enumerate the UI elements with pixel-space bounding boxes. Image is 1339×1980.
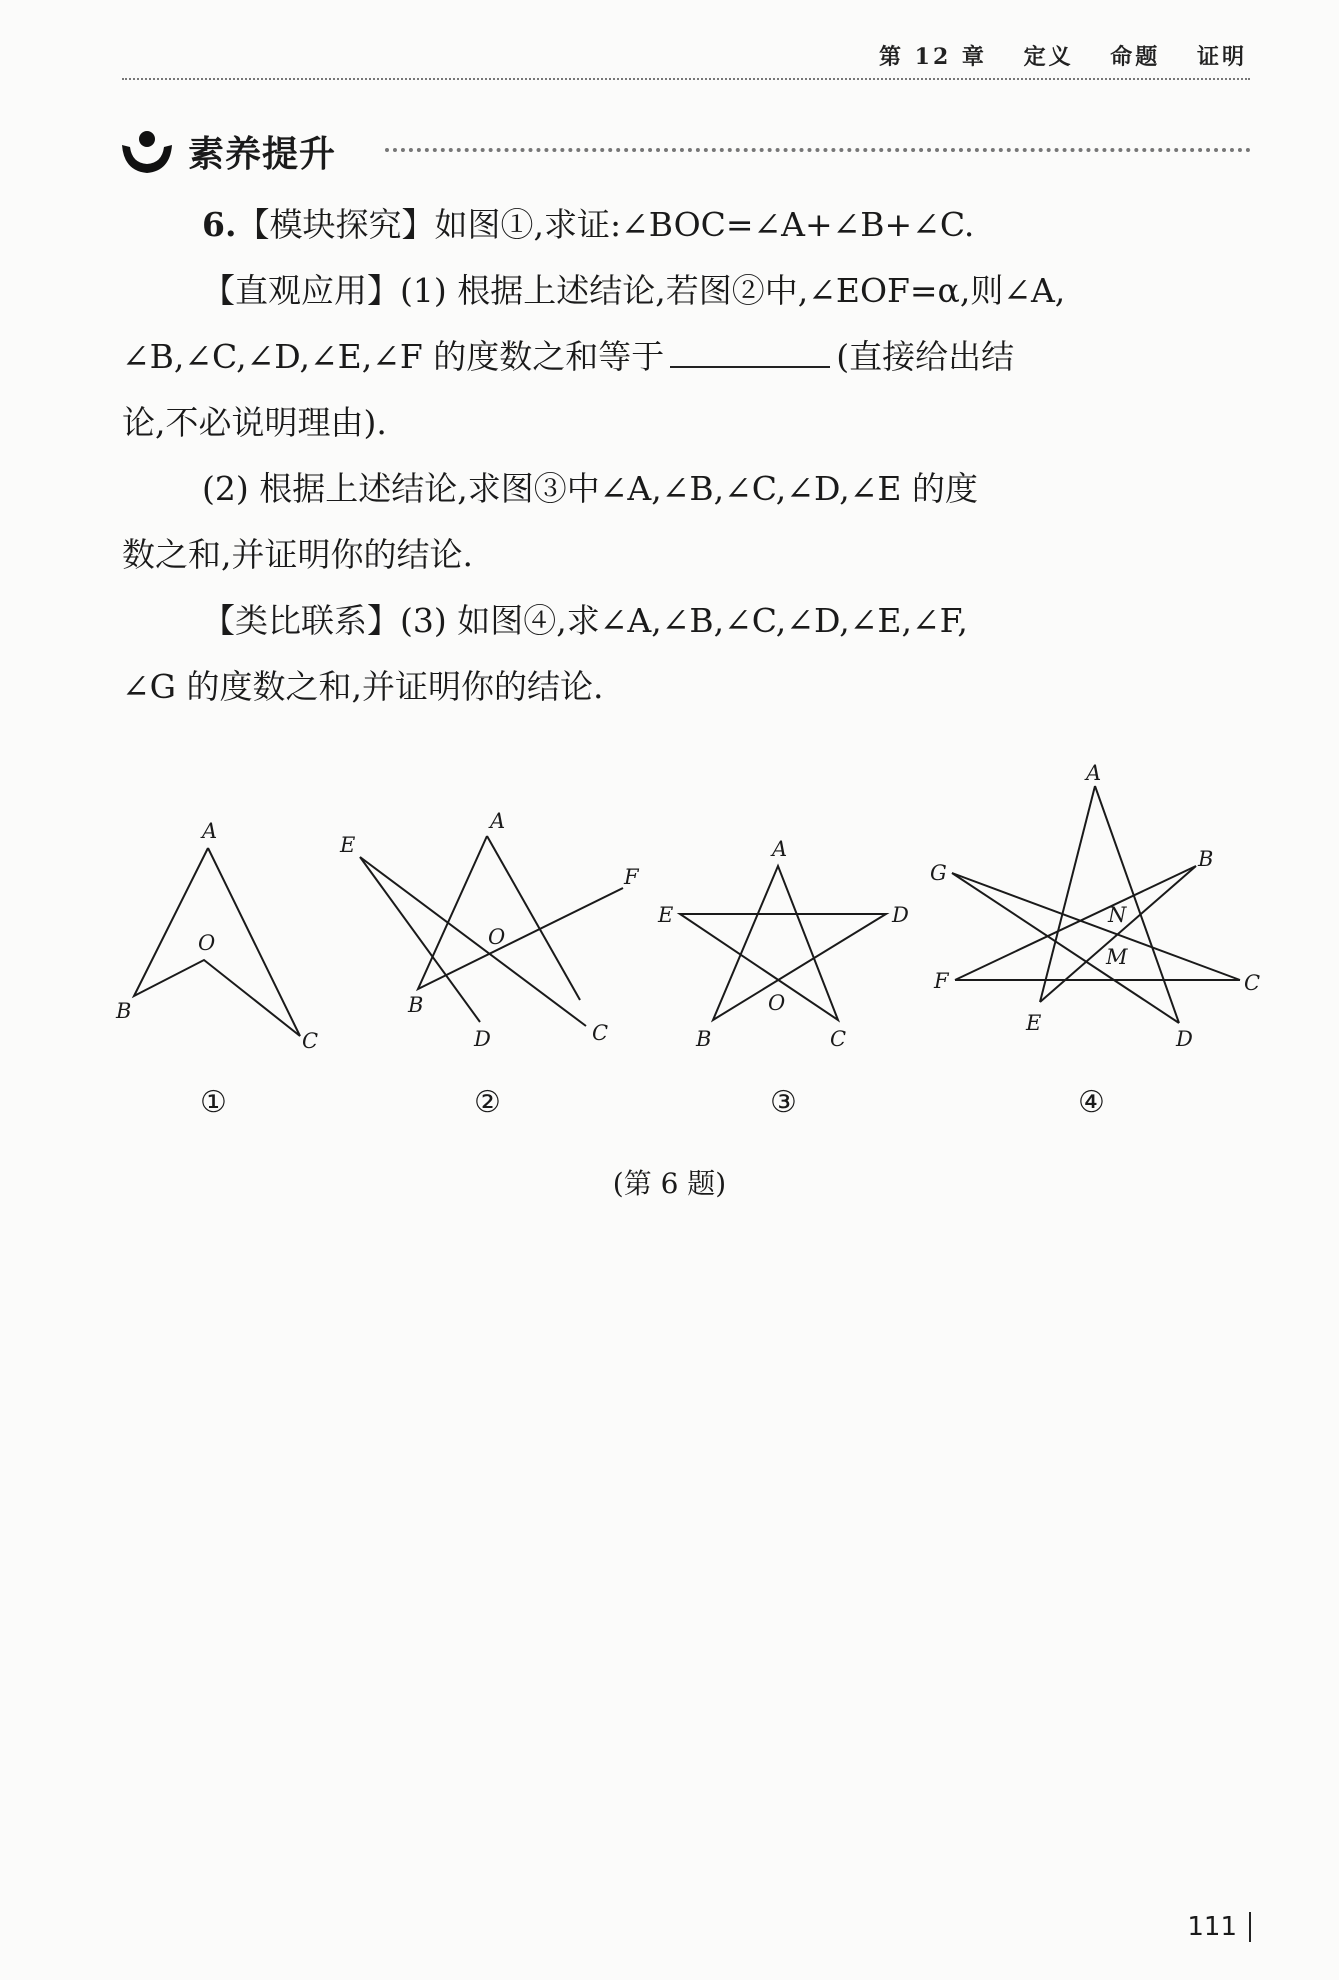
fig4-label-F: F [934,969,949,993]
fig1-number: ① [200,1085,227,1120]
part3-tag: 【类比联系】 [202,601,400,640]
part3-text-b: ∠G 的度数之和,并证明你的结论. [122,667,604,706]
fig3-label-B: B [696,1027,712,1051]
topic-3: 证明 [1196,44,1247,70]
fig4-line-B-F [955,866,1196,980]
fig2-line-A-D [487,836,580,1000]
fig1-dart [134,848,300,1036]
part1-text-d: 论,不必说明理由). [122,403,387,442]
fig1-label-O: O [198,931,216,955]
fig3-label-E: E [658,903,674,927]
fig2-label-A: A [490,809,506,833]
fig4-label-M: M [1106,945,1128,969]
fig3-label-O: O [768,991,786,1015]
intro-tag: 【模块探究】 [236,205,435,244]
fig2-line-E-C [360,857,586,1026]
fig4-label-E: E [1026,1011,1042,1035]
topic-2: 命题 [1110,44,1161,70]
fig2-label-B: B [408,993,424,1017]
problem-number: 6. [202,205,237,244]
fig4-label-G: G [930,861,947,885]
fig1-label-A: A [202,819,218,843]
page-number: 111 [1187,1912,1251,1942]
fig4-line-G-D [952,873,1179,1023]
fig4-number: ④ [1078,1085,1105,1120]
part2-text-b: 数之和,并证明你的结论. [122,535,473,574]
fig3-number: ③ [770,1085,797,1120]
fig1-label-B: B [116,999,132,1023]
fig4-line-A-E [1040,786,1095,1002]
fig4-label-A: A [1086,761,1102,785]
part1-text-a: (1) 根据上述结论,若图②中,∠EOF=α,则∠A, [400,271,1066,310]
fig2-label-F: F [624,865,639,889]
fig4-label-D: D [1176,1027,1193,1051]
fig4-line-G-C [952,873,1240,980]
topic-1: 定义 [1023,44,1074,70]
part1-text-b: ∠B,∠C,∠D,∠E,∠F 的度数之和等于 [122,337,665,376]
fig3-label-A: A [772,837,788,861]
fig2-label-C: C [592,1021,609,1045]
fig2-number: ② [474,1085,501,1120]
part1-tag: 【直观应用】 [202,271,400,310]
fig3-label-D: D [892,903,909,927]
part1-text-c: (直接给出结 [836,337,1015,376]
fig2-triangle [418,836,623,989]
fig2-label-D: D [474,1027,491,1051]
fig2-label-E: E [340,833,356,857]
fig2-label-O: O [488,925,506,949]
part2-text-a: (2) 根据上述结论,求图③中∠A,∠B,∠C,∠D,∠E 的度 [202,469,978,508]
figure-caption: (第 6 题) [612,1167,727,1200]
fig4-label-N: N [1108,903,1127,927]
chapter-label: 第 12 章 [879,44,987,70]
fig4-label-B: B [1198,847,1214,871]
part3-text-a: (3) 如图④,求∠A,∠B,∠C,∠D,∠E,∠F, [400,601,968,640]
fig4-label-C: C [1244,971,1261,995]
fig1-label-C: C [302,1029,319,1053]
section-title-text: 素养提升 [188,134,337,175]
intro-text: 如图①,求证:∠BOC=∠A+∠B+∠C. [434,205,975,244]
fig3-label-C: C [830,1027,847,1051]
